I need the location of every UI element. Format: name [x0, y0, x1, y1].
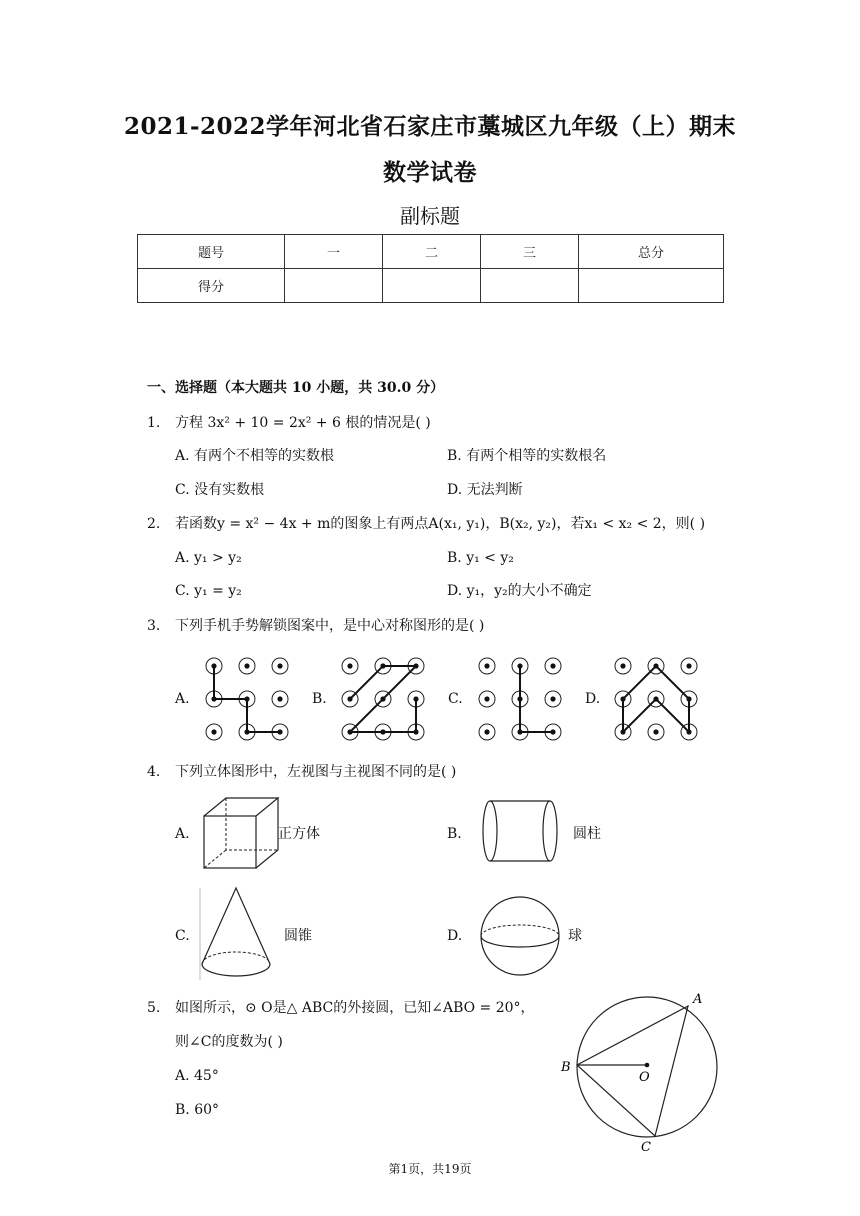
q1-number: 1. [147, 415, 161, 431]
q5-circle-figure [555, 985, 730, 1155]
score-cell [579, 269, 724, 303]
q3-pattern-c-figure [473, 654, 568, 744]
score-table [137, 234, 724, 303]
q5-label-b: B [561, 1060, 571, 1075]
score-cell [285, 269, 383, 303]
section1-heading: 一、选择题（本大题共 10 小题，共 30.0 分） [147, 380, 445, 396]
q4-cylinder-figure [478, 796, 563, 866]
q3-option-a: A. [175, 691, 190, 707]
q3-pattern-d-figure [609, 654, 704, 744]
q2-option-c: C. y₁ = y₂ [175, 583, 242, 599]
score-table-header-row [138, 235, 724, 269]
q4-number: 4. [147, 764, 161, 780]
score-header-cell: 三 [481, 235, 579, 269]
q3-pattern-b-figure [336, 654, 431, 744]
score-header-cell: 一 [285, 235, 383, 269]
q5-label-a: A [693, 992, 703, 1007]
q4-cone-figure [196, 884, 276, 984]
q5-stem-line2: 则∠C的度数为( ) [175, 1034, 283, 1050]
page-footer: 第1页，共19页 [388, 1162, 472, 1176]
q3-option-c: C. [448, 691, 463, 707]
q4-option-b: B. [447, 826, 462, 842]
q2-number: 2. [147, 516, 161, 532]
q4-cylinder-label: 圆柱 [573, 826, 601, 842]
score-header-cell: 总分 [579, 235, 724, 269]
exam-title-line2: 数学试卷 [383, 159, 477, 186]
q4-sphere-label: 球 [568, 928, 582, 944]
q2-option-d: D. y₁，y₂的大小不确定 [447, 583, 592, 599]
q5-stem-line1: 如图所示，⊙ O是△ ABC的外接圆，已知∠ABO = 20°， [175, 1000, 535, 1016]
q4-cone-label: 圆锥 [284, 928, 312, 944]
q2-stem: 若函数y = x² − 4x + m的图象上有两点A(x₁, y₁)，B(x₂, y₂)，若x₁ < x₂ < 2，则( ) [175, 516, 706, 532]
q1-option-c: C. 没有实数根 [175, 482, 265, 498]
q1-option-a: A. 有两个不相等的实数根 [175, 448, 335, 464]
q4-sphere-figure [478, 894, 563, 979]
q5-number: 5. [147, 1000, 161, 1016]
q4-option-c: C. [175, 928, 190, 944]
q4-option-a: A. [175, 826, 190, 842]
q4-option-d: D. [447, 928, 463, 944]
q1-stem: 方程 3x² + 10 = 2x² + 6 根的情况是( ) [175, 415, 431, 431]
q4-cube-figure [198, 794, 283, 874]
score-cell [481, 269, 579, 303]
q5-option-a: A. 45° [175, 1068, 219, 1084]
q3-option-b: B. [312, 691, 327, 707]
score-row-label: 得分 [138, 269, 285, 303]
q3-option-d: D. [585, 691, 601, 707]
q5-label-o: O [639, 1070, 650, 1085]
q4-cube-label: 正方体 [278, 826, 320, 842]
q5-label-c: C [641, 1140, 651, 1155]
score-table-score-row [138, 269, 724, 303]
q3-number: 3. [147, 618, 161, 634]
q2-option-b: B. y₁ < y₂ [447, 550, 514, 566]
score-cell [383, 269, 481, 303]
q1-option-d: D. 无法判断 [447, 482, 523, 498]
score-header-cell: 题号 [138, 235, 285, 269]
score-header-cell: 二 [383, 235, 481, 269]
q2-option-a: A. y₁ > y₂ [175, 550, 242, 566]
q1-option-b: B. 有两个相等的实数根名 [447, 448, 607, 464]
q4-stem: 下列立体图形中，左视图与主视图不同的是( ) [175, 764, 457, 780]
exam-title-line1: 2021-2022学年河北省石家庄市藁城区九年级（上）期末 [123, 113, 737, 140]
exam-subtitle: 副标题 [400, 204, 460, 228]
q5-option-b: B. 60° [175, 1102, 220, 1118]
q3-pattern-a-figure [200, 654, 295, 744]
q3-stem: 下列手机手势解锁图案中，是中心对称图形的是( ) [175, 618, 485, 634]
